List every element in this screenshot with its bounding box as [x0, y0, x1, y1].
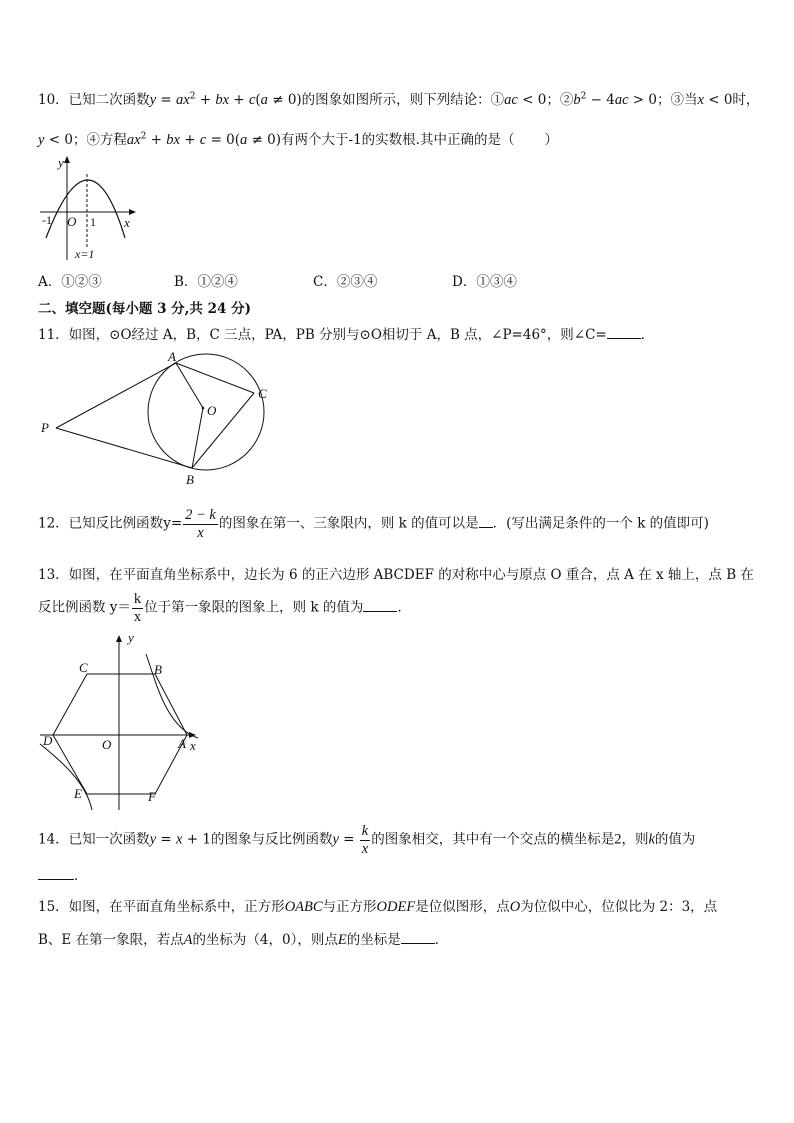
q14-e: 的值为 — [654, 831, 696, 848]
q12-fraction — [183, 508, 218, 540]
q12-num: 2 − k — [185, 507, 216, 523]
section-heading: 二、填空题(每小题 3 分,共 24 分) — [38, 301, 251, 317]
q10-line1: 10．已知二次函数$y = ax^2$ + bx + c(a ≠ 0)的图象如图所示，则下列结论：①ac < 0；$②b^2 - 4ac > 0$；③当x < 0时， — [38, 91, 760, 108]
option-c[interactable]: C．②③④ — [313, 274, 378, 290]
q13-answer-blank[interactable] — [363, 611, 397, 612]
q12-line: 12．已知反比例函数y= $\frac{2 - k}{x}$ 的图象在第一、三象限内，则 k 的值可以是 ．(写出满足条件的一个 k 的值即可) — [38, 507, 709, 541]
q14-answer-line — [38, 864, 88, 884]
tangent-pb — [56, 428, 192, 468]
q10-sep1: ；② — [546, 92, 574, 108]
symmetry-axis-label: x=1 — [75, 247, 95, 261]
label-e: E — [74, 786, 82, 801]
q13-den: x — [133, 608, 142, 625]
parabola-curve — [46, 180, 125, 238]
radius-ob — [192, 408, 203, 468]
q10-parabola-figure — [36, 152, 146, 264]
q15-end: ． — [434, 932, 449, 948]
q13-end: ． — [397, 599, 411, 616]
q12-answer-blank[interactable] — [479, 527, 493, 528]
q13-fraction — [132, 592, 143, 624]
q10-tail1: 时， — [732, 92, 760, 108]
q12-b: 的图象在第一、三象限内，则 k 的值可以是 — [218, 515, 479, 532]
q15-b: 与正方形 — [322, 899, 377, 915]
label-c: C — [79, 660, 88, 675]
option-d[interactable]: D．①③④ — [452, 274, 517, 290]
origin-label: O — [67, 214, 77, 229]
q11-end: ． — [640, 327, 655, 343]
q13-hexagon-figure — [36, 632, 206, 812]
q13-num: k — [133, 591, 142, 607]
q10-l2a: ；④方程 — [72, 132, 127, 148]
q10-condition: 的图象如图所示，则下列结论：① — [301, 92, 505, 108]
center-dot — [202, 407, 205, 410]
q14-fraction: $\frac{k}{x}$ — [361, 823, 369, 857]
q15-l2b: 的坐标为（4，0），则点 — [192, 932, 338, 948]
chord-ac — [176, 363, 254, 393]
q10-l2c: ） — [544, 132, 558, 148]
label-c: C — [258, 386, 267, 401]
hexagon-abcdef — [53, 674, 187, 794]
q14-end: ． — [74, 868, 88, 884]
q10-line2: y < 0；④方程$ax^2$ + bx + c = 0(a ≠ 0)有两个大于-1的实数根.其中正确的是（ ） — [38, 131, 558, 148]
tangent-pa — [56, 363, 176, 428]
q14-c: 的图象相交，其中有一个交点的横坐标是 — [371, 831, 615, 848]
y-axis-arrow — [116, 635, 122, 642]
q10-sep2: ；③当 — [656, 92, 698, 108]
one-label: 1 — [90, 215, 96, 229]
circle-o — [148, 354, 264, 470]
label-p: P — [41, 420, 49, 435]
q15-line1: 15．如图，在平面直角坐标系中，正方形OABC与正方形ODEF是位似图形，点O为位似中心，位似比为 2：3，点 — [38, 899, 718, 915]
label-f: F — [148, 789, 156, 804]
q15-d: 为位似中心，位似比为 2：3，点 — [520, 899, 718, 915]
option-a[interactable]: A．①②③ — [38, 274, 102, 290]
q14-b: 的图象与反比例函数 — [210, 831, 333, 848]
q11-body: 11．如图，⊙O经过 A，B，C 三点，PA，PB 分别与⊙O相切于 A，B 点，∠P=46°，则∠C= — [38, 327, 607, 343]
label-y: y — [128, 630, 134, 645]
q15-c: 是位似图形，点 — [415, 899, 510, 915]
q15-line2: B、E 在第一象限，若点A的坐标为（4，0），则点E的坐标是 ． — [38, 932, 449, 948]
hyperbola-q3 — [40, 744, 92, 810]
option-b[interactable]: B．①②④ — [174, 274, 238, 290]
label-x: x — [190, 738, 196, 753]
label-a: A — [168, 349, 176, 364]
label-b: B — [186, 472, 194, 487]
q15-answer-blank[interactable] — [401, 943, 435, 944]
q10-l2b: 有两个大于-1的实数根.其中正确的是（ — [281, 132, 515, 148]
q13-line2 — [38, 592, 411, 624]
q14-a: 14．已知一次函数 — [38, 831, 150, 848]
q15-a: 15．如图，在平面直角坐标系中，正方形 — [38, 899, 285, 915]
q10-number: 10．已知二次函数 — [38, 92, 150, 108]
q14-two: 2 — [614, 831, 622, 848]
radius-oa — [176, 363, 203, 408]
label-d: D — [43, 733, 53, 748]
label-a: A — [178, 736, 186, 751]
q11-answer-blank[interactable] — [607, 338, 641, 339]
q11-circle-figure — [36, 348, 276, 488]
q12-c: ．(写出满足条件的一个 k 的值即可) — [492, 515, 709, 532]
q15-l2a: B、E 在第一象限，若点 — [38, 932, 184, 948]
q13-l2b: 位于第一象限的图象上，则 k 的值为 — [144, 599, 364, 616]
label-b: B — [154, 662, 162, 677]
q15-l2c: 的坐标是 — [346, 932, 401, 948]
q14-answer-blank[interactable] — [38, 879, 74, 880]
y-label: y — [58, 155, 64, 170]
q12-den: x — [197, 524, 204, 541]
q12-a: 12．已知反比例函数 — [38, 515, 164, 532]
q11-text — [38, 323, 654, 343]
x-label: x — [124, 215, 130, 230]
x-axis-arrow — [129, 209, 136, 215]
q14-line: 14．已知一次函数y = x + 1的图象与反比例函数y = $\frac{k}{x}$ 的图象相交，其中有一个交点的横坐标是2，则k的值为 — [38, 823, 696, 857]
label-o: O — [207, 403, 217, 418]
neg-one-label: -1 — [42, 213, 52, 227]
q14-d: ，则 — [621, 831, 649, 848]
label-o: O — [102, 737, 112, 752]
q13-line1: 13．如图，在平面直角坐标系中，边长为 6 的正六边形 ABCDEF 的对称中心与原点 O 重合，点 A 在 x 轴上，点 B 在 — [38, 567, 754, 583]
y-axis-arrow — [64, 156, 70, 163]
q13-l2a: 反比例函数 y＝ — [38, 599, 131, 616]
